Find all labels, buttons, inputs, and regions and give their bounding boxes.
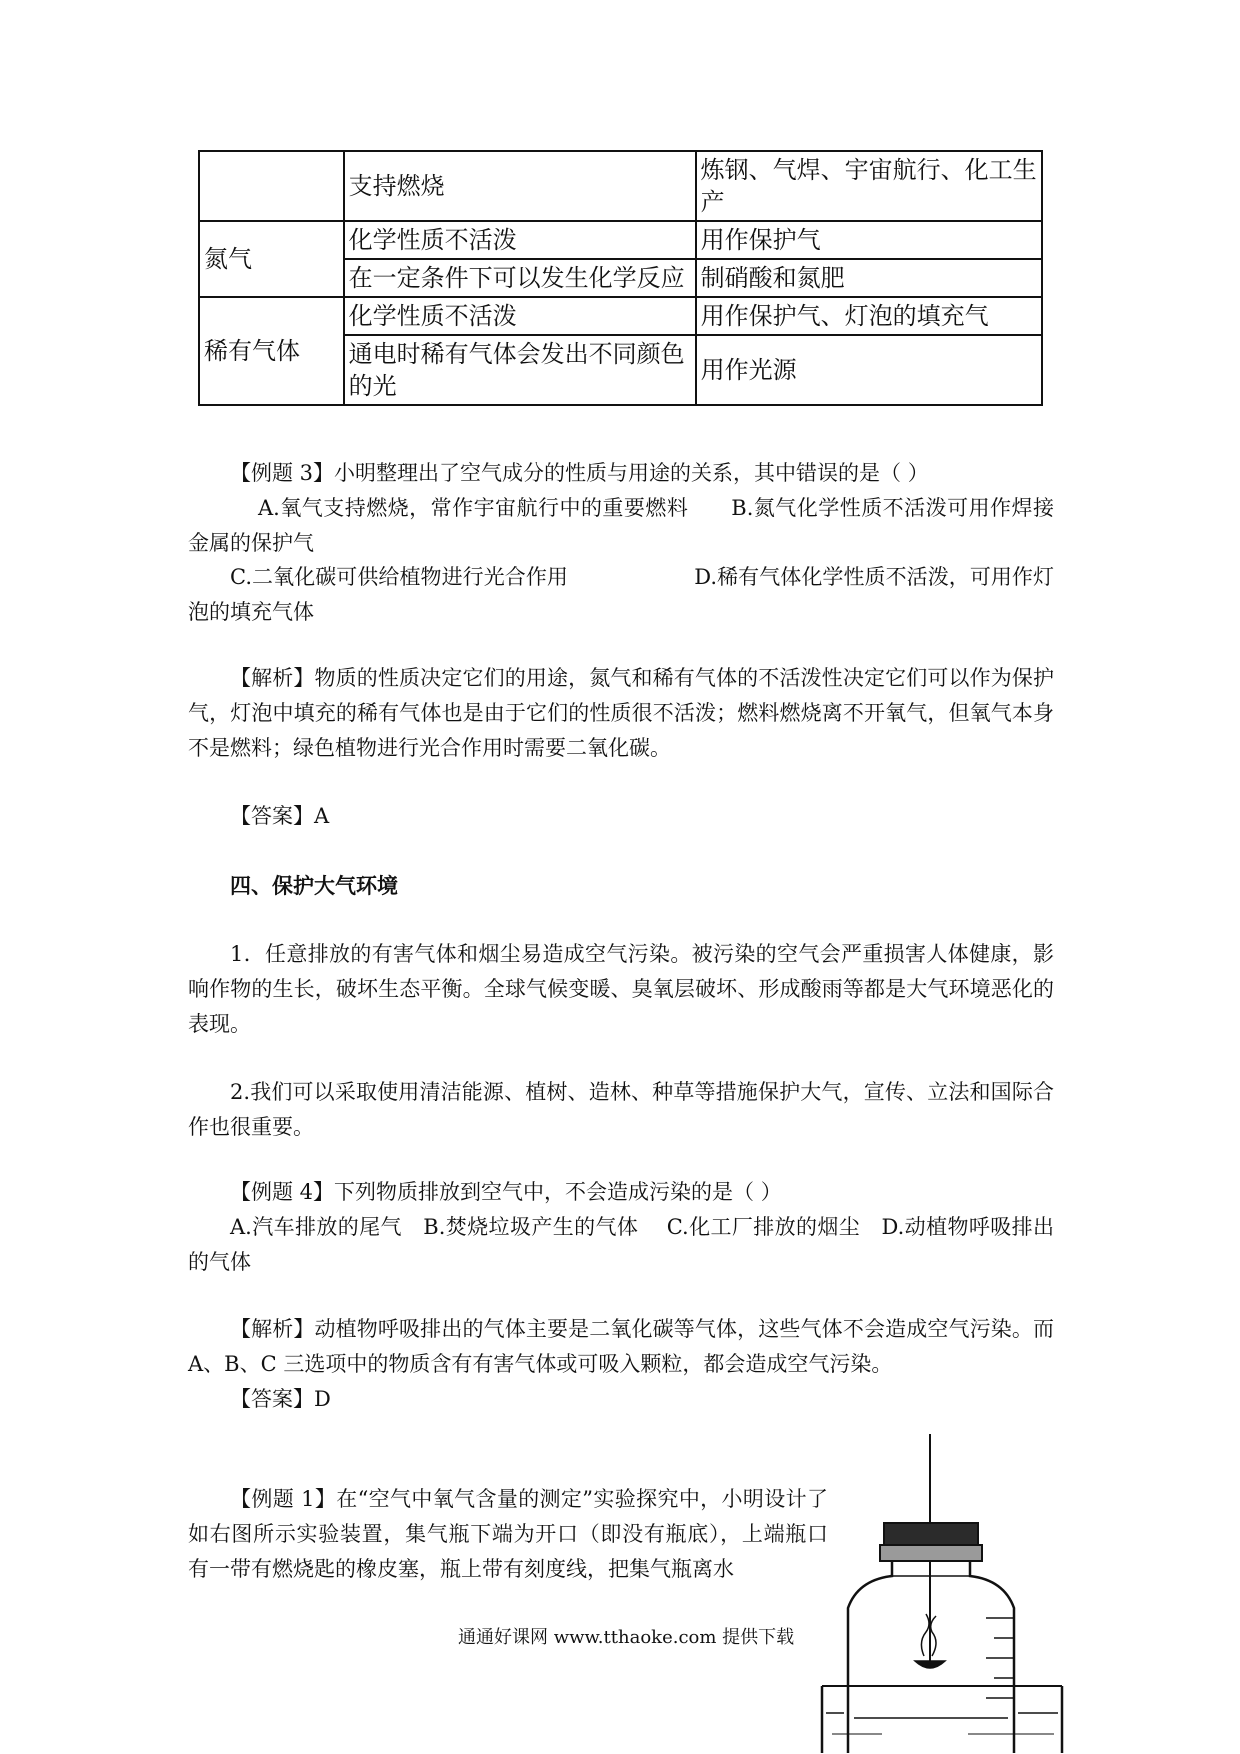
example1-text: 【例题 1】在“空气中氧气含量的测定”实验探究中，小明设计了如右图所示实验装置，集气瓶下端为开口（即没有瓶底），上端瓶口有一带有燃烧匙的橡皮塞，瓶上带有刻度线，把集气瓶离水 [188,1487,828,1581]
example4-options: A.汽车排放的尾气 B.焚烧垃圾产生的气体 C.化工厂排放的烟尘 D.动植物呼吸排出的气体 [188,1215,1054,1274]
jar-apparatus-illustration [818,1428,1068,1754]
example4-analysis: 【解析】动植物呼吸排出的气体主要是二氧化碳等气体，这些气体不会造成空气污染。而 A、B、C 三选项中的物质含有有害气体或可吸入颗粒，都会造成空气污染。 [188,1317,1054,1376]
section-point-2: 2.我们可以采取使用清洁能源、植树、造林、种草等措施保护大气，宣传、立法和国际合作也很重要。 [188,1080,1054,1139]
table-row [199,151,1042,221]
table-cell-substance [199,151,344,221]
table-row [199,297,1042,335]
example4-question: 【例题 4】下列物质排放到空气中，不会造成污染的是（ ） [230,1180,782,1204]
table-cell-substance: 氮气 [199,221,344,297]
example3-options-ab: A.氧气支持燃烧，常作宇宙航行中的重要燃料 B.氮气化学性质不活泼可用作焊接金属的保护气 [188,496,1054,555]
example3-options-cd: C.二氧化碳可供给植物进行光合作用 D.稀有气体化学性质不活泼，可用作灯泡的填充气体 [188,565,1054,624]
page-footer: 通通好课网 www.tthaoke.com 提供下载 [458,1627,795,1648]
properties-table [198,150,1043,406]
example3-question: 【例题 3】小明整理出了空气成分的性质与用途的关系，其中错误的是（ ） [230,461,929,485]
table-cell-use: 用作光源 [696,335,1042,405]
table-cell-property: 通电时稀有气体会发出不同颜色的光 [344,335,696,405]
section-heading: 四、保护大气环境 [230,873,398,898]
table-cell-use: 用作保护气 [696,221,1042,259]
table-cell-property: 化学性质不活泼 [344,221,696,259]
table-cell-use: 炼钢、气焊、宇宙航行、化工生产 [696,151,1042,221]
table-row [199,221,1042,259]
table-cell-property: 化学性质不活泼 [344,297,696,335]
table-cell-property: 在一定条件下可以发生化学反应 [344,259,696,297]
section-point-1: 1．任意排放的有害气体和烟尘易造成空气污染。被污染的空气会严重损害人体健康，影响作物的生长，破坏生态平衡。全球气候变暖、臭氧层破坏、形成酸雨等都是大气环境恶化的表现。 [188,942,1054,1036]
table-cell-use: 制硝酸和氮肥 [696,259,1042,297]
table-cell-substance: 稀有气体 [199,297,344,405]
example3-analysis: 【解析】物质的性质决定它们的用途，氮气和稀有气体的不活泼性决定它们可以作为保护气，灯泡中填充的稀有气体也是由于它们的性质很不活泼；燃料燃烧离不开氧气，但氧气本身不是燃料；绿色植物进行光合作用时需要二氧化碳。 [188,666,1054,760]
example4-answer: 【答案】D [230,1387,331,1411]
example3-answer: 【答案】A [230,804,330,828]
table-cell-property: 支持燃烧 [344,151,696,221]
table-cell-use: 用作保护气、灯泡的填充气 [696,297,1042,335]
